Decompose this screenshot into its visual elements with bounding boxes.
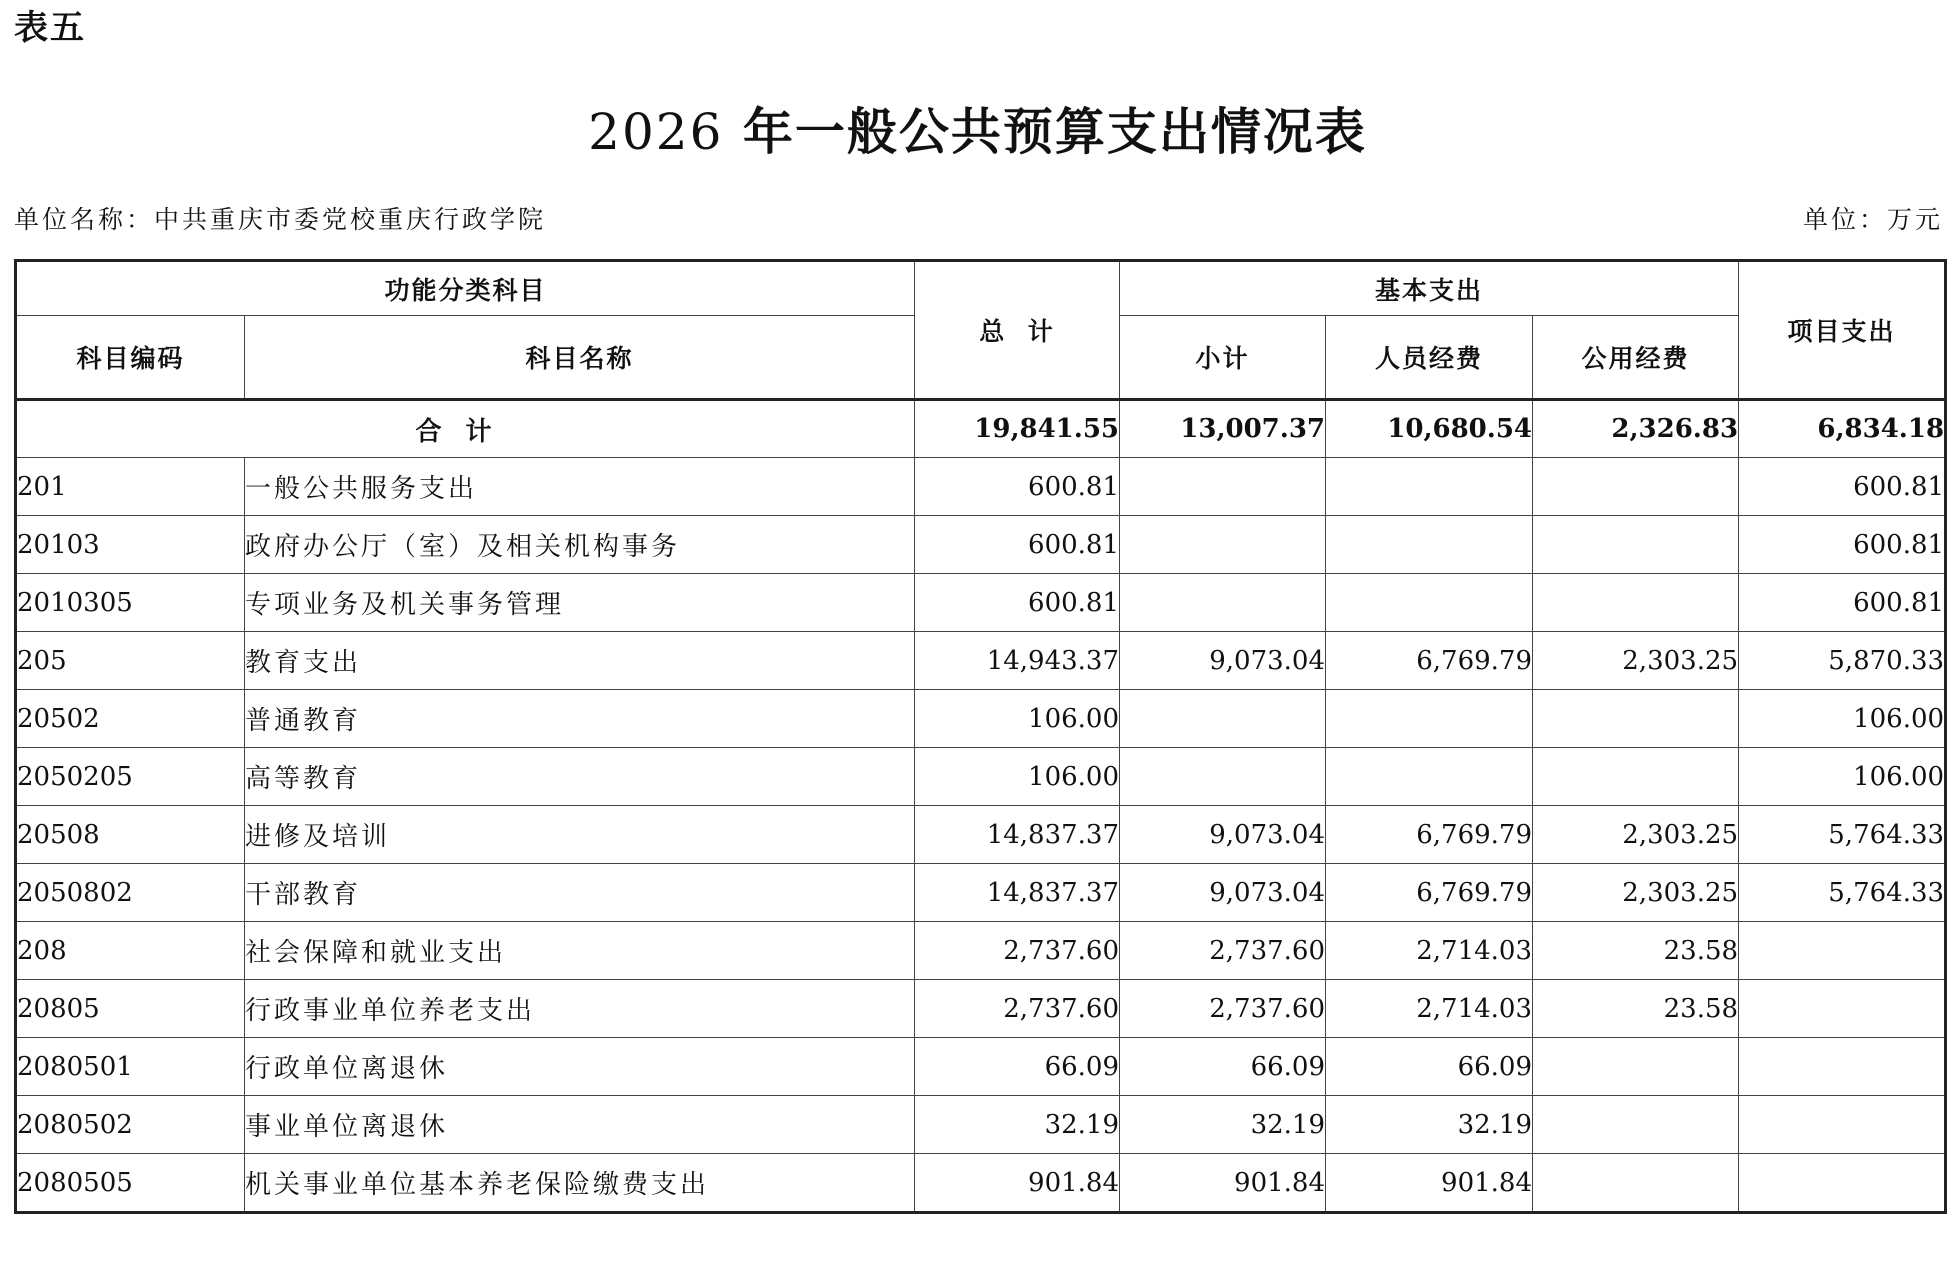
name-cell: 事业单位离退休 [245, 1096, 915, 1154]
total-cell: 106.00 [915, 690, 1120, 748]
header-functional-category: 功能分类科目 [16, 261, 915, 316]
code-cell: 20508 [16, 806, 245, 864]
personnel-cell: 32.19 [1326, 1096, 1533, 1154]
project-cell [1739, 980, 1946, 1038]
public-cell: 2,303.25 [1533, 632, 1739, 690]
project-cell: 5,764.33 [1739, 806, 1946, 864]
header-subtotal: 小计 [1120, 316, 1326, 400]
table-row [16, 632, 1946, 690]
personnel-cell [1326, 516, 1533, 574]
table-number-label: 表五 [14, 8, 86, 48]
currency-unit: 单位：万元 [1802, 205, 1943, 234]
code-cell: 20805 [16, 980, 245, 1038]
total-cell: 14,837.37 [915, 806, 1120, 864]
personnel-cell: 2,714.03 [1326, 980, 1533, 1038]
name-cell: 专项业务及机关事务管理 [245, 574, 915, 632]
public-cell: 2,303.25 [1533, 864, 1739, 922]
code-cell: 208 [16, 922, 245, 980]
personnel-cell: 2,714.03 [1326, 922, 1533, 980]
table-row [16, 864, 1946, 922]
project-cell: 6,834.18 [1739, 400, 1946, 458]
code-cell: 205 [16, 632, 245, 690]
table-row [16, 748, 1946, 806]
project-cell [1739, 1154, 1946, 1213]
code-cell: 2050802 [16, 864, 245, 922]
subtotal-cell: 13,007.37 [1120, 400, 1326, 458]
subtotal-cell: 66.09 [1120, 1038, 1326, 1096]
code-cell: 2080502 [16, 1096, 245, 1154]
subtotal-cell: 32.19 [1120, 1096, 1326, 1154]
public-cell [1533, 1096, 1739, 1154]
code-cell: 20502 [16, 690, 245, 748]
public-cell [1533, 1154, 1739, 1213]
subtotal-cell [1120, 516, 1326, 574]
project-cell [1739, 1096, 1946, 1154]
header-basic-expenditure: 基本支出 [1120, 261, 1739, 316]
subtotal-cell: 2,737.60 [1120, 922, 1326, 980]
subtotal-cell [1120, 458, 1326, 516]
total-cell: 19,841.55 [915, 400, 1120, 458]
name-cell: 一般公共服务支出 [245, 458, 915, 516]
table-row [16, 1096, 1946, 1154]
total-cell: 600.81 [915, 516, 1120, 574]
personnel-cell: 6,769.79 [1326, 806, 1533, 864]
personnel-cell [1326, 574, 1533, 632]
unit-name: 单位名称：中共重庆市委党校重庆行政学院 [14, 205, 547, 234]
table-row [16, 574, 1946, 632]
name-cell: 政府办公厅（室）及相关机构事务 [245, 516, 915, 574]
personnel-cell [1326, 690, 1533, 748]
total-cell: 14,837.37 [915, 864, 1120, 922]
total-cell: 600.81 [915, 458, 1120, 516]
page-title [0, 92, 1955, 164]
total-cell: 32.19 [915, 1096, 1120, 1154]
table-row [16, 690, 1946, 748]
project-cell: 106.00 [1739, 748, 1946, 806]
public-cell [1533, 748, 1739, 806]
public-cell: 2,303.25 [1533, 806, 1739, 864]
subtotal-cell [1120, 690, 1326, 748]
subtotal-cell: 9,073.04 [1120, 864, 1326, 922]
code-cell: 2080505 [16, 1154, 245, 1213]
header-personnel: 人员经费 [1326, 316, 1533, 400]
name-cell: 干部教育 [245, 864, 915, 922]
personnel-cell: 901.84 [1326, 1154, 1533, 1213]
personnel-cell: 6,769.79 [1326, 632, 1533, 690]
total-row [16, 400, 1946, 458]
personnel-cell: 10,680.54 [1326, 400, 1533, 458]
name-cell: 机关事业单位基本养老保险缴费支出 [245, 1154, 915, 1213]
name-cell: 行政事业单位养老支出 [245, 980, 915, 1038]
public-cell [1533, 690, 1739, 748]
code-cell: 20103 [16, 516, 245, 574]
name-cell: 普通教育 [245, 690, 915, 748]
personnel-cell [1326, 458, 1533, 516]
header-code: 科目编码 [16, 316, 245, 400]
subtotal-cell: 2,737.60 [1120, 980, 1326, 1038]
name-cell: 教育支出 [245, 632, 915, 690]
public-cell [1533, 458, 1739, 516]
code-cell: 2080501 [16, 1038, 245, 1096]
header-project-expenditure: 项目支出 [1739, 261, 1946, 400]
name-cell: 社会保障和就业支出 [245, 922, 915, 980]
header-public: 公用经费 [1533, 316, 1739, 400]
table-row [16, 980, 1946, 1038]
subtotal-cell: 9,073.04 [1120, 806, 1326, 864]
project-cell: 106.00 [1739, 690, 1946, 748]
personnel-cell: 66.09 [1326, 1038, 1533, 1096]
project-cell: 600.81 [1739, 516, 1946, 574]
total-cell: 106.00 [915, 748, 1120, 806]
subtotal-cell: 9,073.04 [1120, 632, 1326, 690]
project-cell: 600.81 [1739, 458, 1946, 516]
header-total: 总 计 [915, 261, 1120, 400]
total-cell: 14,943.37 [915, 632, 1120, 690]
header-name: 科目名称 [245, 316, 915, 400]
project-cell [1739, 1038, 1946, 1096]
total-cell: 901.84 [915, 1154, 1120, 1213]
public-cell [1533, 574, 1739, 632]
table-row [16, 458, 1946, 516]
subtotal-cell [1120, 748, 1326, 806]
public-cell: 23.58 [1533, 980, 1739, 1038]
table-row [16, 922, 1946, 980]
table-row [16, 1038, 1946, 1096]
subtotal-cell [1120, 574, 1326, 632]
code-cell: 2050205 [16, 748, 245, 806]
total-cell: 600.81 [915, 574, 1120, 632]
code-cell: 2010305 [16, 574, 245, 632]
table-row [16, 806, 1946, 864]
unit-info-row [14, 200, 1943, 236]
project-cell [1739, 922, 1946, 980]
title-text: 年一般公共预算支出情况表 [742, 102, 1367, 161]
title-year: 2026 [588, 103, 724, 161]
table-row [16, 516, 1946, 574]
name-cell: 高等教育 [245, 748, 915, 806]
subtotal-cell: 901.84 [1120, 1154, 1326, 1213]
total-cell: 66.09 [915, 1038, 1120, 1096]
personnel-cell [1326, 748, 1533, 806]
table-row [16, 1154, 1946, 1213]
code-cell: 201 [16, 458, 245, 516]
total-cell: 2,737.60 [915, 980, 1120, 1038]
name-cell: 进修及培训 [245, 806, 915, 864]
name-cell: 行政单位离退休 [245, 1038, 915, 1096]
budget-expenditure-table [14, 259, 1947, 1214]
public-cell: 2,326.83 [1533, 400, 1739, 458]
public-cell [1533, 1038, 1739, 1096]
total-label: 合计 [16, 400, 915, 458]
personnel-cell: 6,769.79 [1326, 864, 1533, 922]
public-cell: 23.58 [1533, 922, 1739, 980]
project-cell: 5,870.33 [1739, 632, 1946, 690]
public-cell [1533, 516, 1739, 574]
project-cell: 5,764.33 [1739, 864, 1946, 922]
total-cell: 2,737.60 [915, 922, 1120, 980]
project-cell: 600.81 [1739, 574, 1946, 632]
